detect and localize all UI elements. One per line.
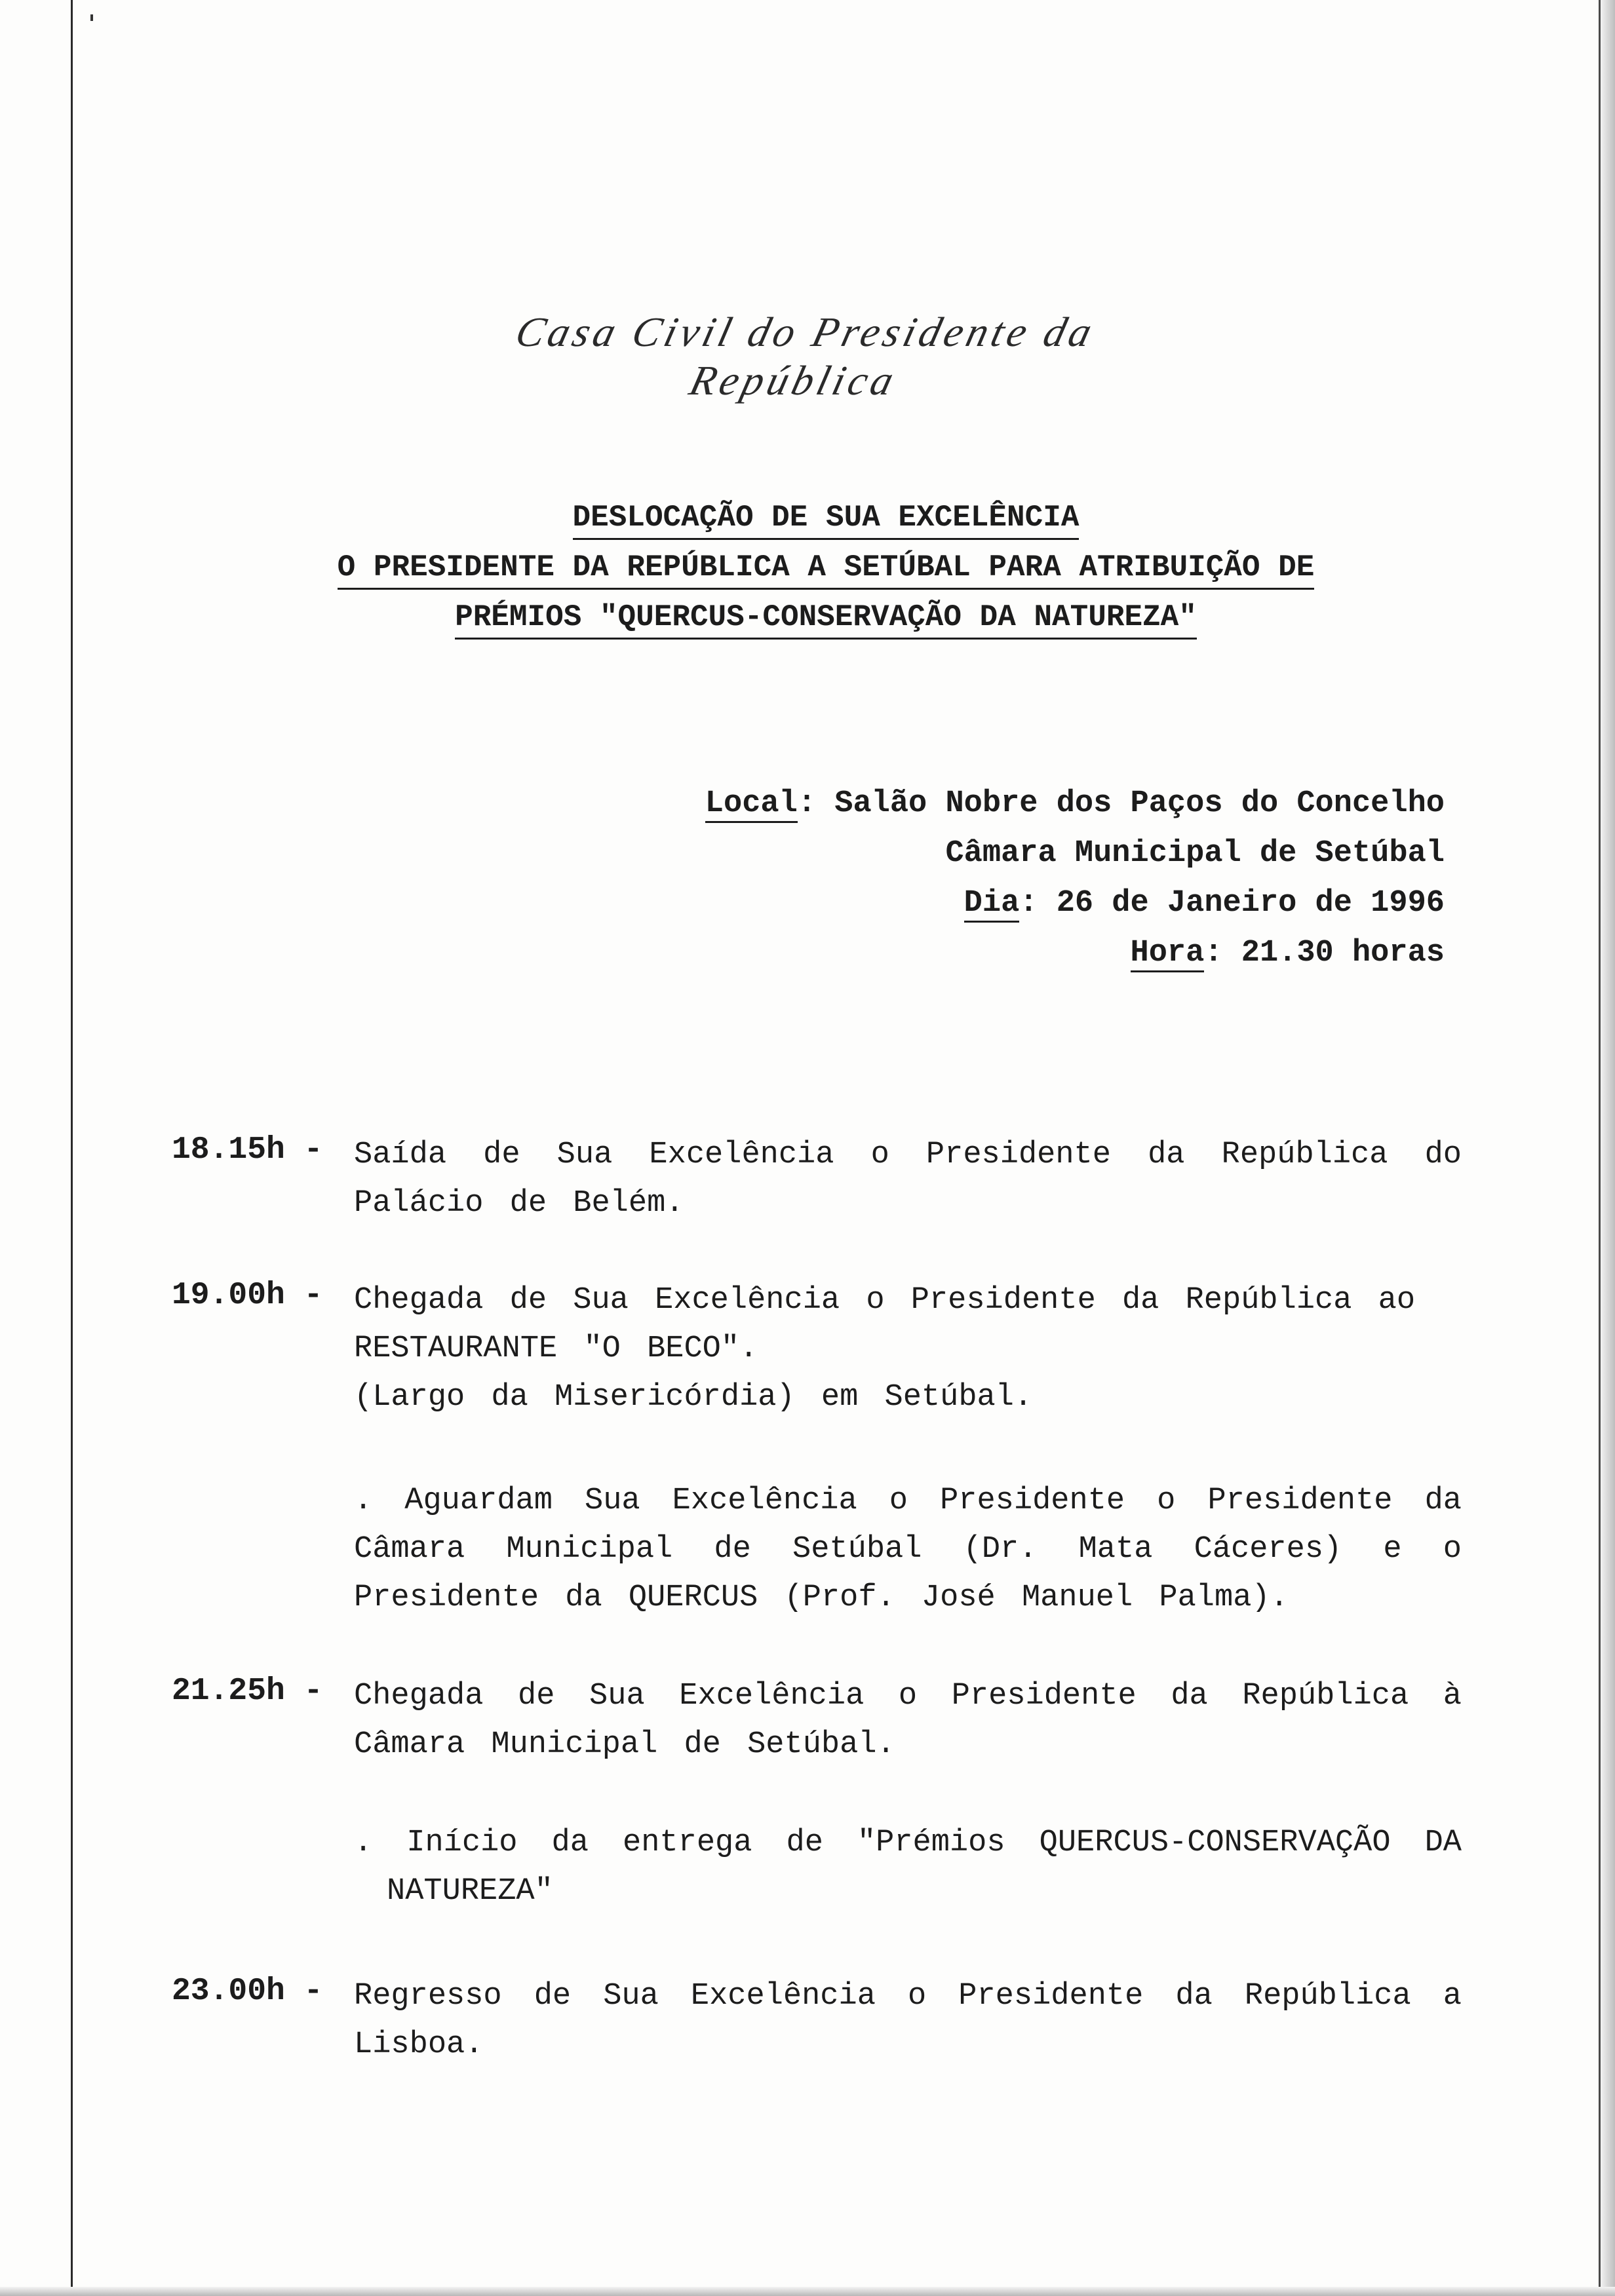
- location-local: [705, 786, 1445, 821]
- scan-right-shadow: [1601, 0, 1615, 2296]
- hora-label: Hora: [1131, 936, 1205, 972]
- schedule-text-line: RESTAURANTE "O BECO".: [354, 1331, 758, 1366]
- schedule-text: [354, 1276, 1462, 1422]
- schedule-time: 19.00h -: [172, 1278, 323, 1313]
- schedule-text-line: Chegada de Sua Excelência o Presidente da República ao: [354, 1283, 1416, 1318]
- local-label: Local: [705, 786, 798, 823]
- scan-right-edge: [1599, 0, 1601, 2296]
- scan-speck: [90, 14, 93, 21]
- local-value-2: Câmara Municipal de Setúbal: [945, 836, 1445, 871]
- location-dia: [964, 886, 1445, 921]
- schedule-text: Saída de Sua Excelência o Presidente da República do Palácio de Belém.: [354, 1138, 1462, 1221]
- schedule-time: 18.15h -: [172, 1132, 323, 1168]
- schedule-note: . Aguardam Sua Excelência o Presidente o Presidente da Câmara Municipal de Setúbal (Dr. Mata Cáceres) e o Presidente da QUERCUS (Prof. José Manuel Palma).: [354, 1483, 1462, 1615]
- document-heading: [282, 493, 1370, 642]
- dia-value: : 26 de Janeiro de 1996: [1019, 886, 1445, 921]
- heading-line-2: O PRESIDENTE DA REPÚBLICA A SETÚBAL PARA ATRIBUIÇÃO DE: [338, 547, 1315, 590]
- local-value: : Salão Nobre dos Paços do Concelho: [797, 786, 1445, 821]
- schedule-text: Chegada de Sua Excelência o Presidente da República à Câmara Municipal de Setúbal.: [354, 1679, 1462, 1762]
- schedule-text: Regresso de Sua Excelência o Presidente da República a Lisboa.: [354, 1979, 1462, 2062]
- heading-line-3: PRÉMIOS "QUERCUS-CONSERVAÇÃO DA NATUREZA": [455, 597, 1197, 640]
- letterhead: Casa Civil do Presidente da República: [511, 309, 1100, 404]
- scan-bottom-edge: [0, 2287, 1615, 2296]
- schedule-time: 23.00h -: [172, 1974, 323, 2009]
- heading-line-1: DESLOCAÇÃO DE SUA EXCELÊNCIA: [573, 497, 1080, 540]
- scan-binding-edge: [71, 0, 73, 2296]
- location-hora: [1131, 936, 1445, 970]
- hora-value: : 21.30 horas: [1204, 936, 1445, 970]
- schedule-note: . Início da entrega de "Prémios QUERCUS-CONSERVAÇÃO DA NATUREZA": [354, 1826, 1462, 1909]
- schedule-time: 21.25h -: [172, 1674, 323, 1709]
- schedule-text-line: (Largo da Misericórdia) em Setúbal.: [354, 1380, 1033, 1415]
- dia-label: Dia: [964, 886, 1020, 923]
- location-local-line2: [945, 836, 1445, 871]
